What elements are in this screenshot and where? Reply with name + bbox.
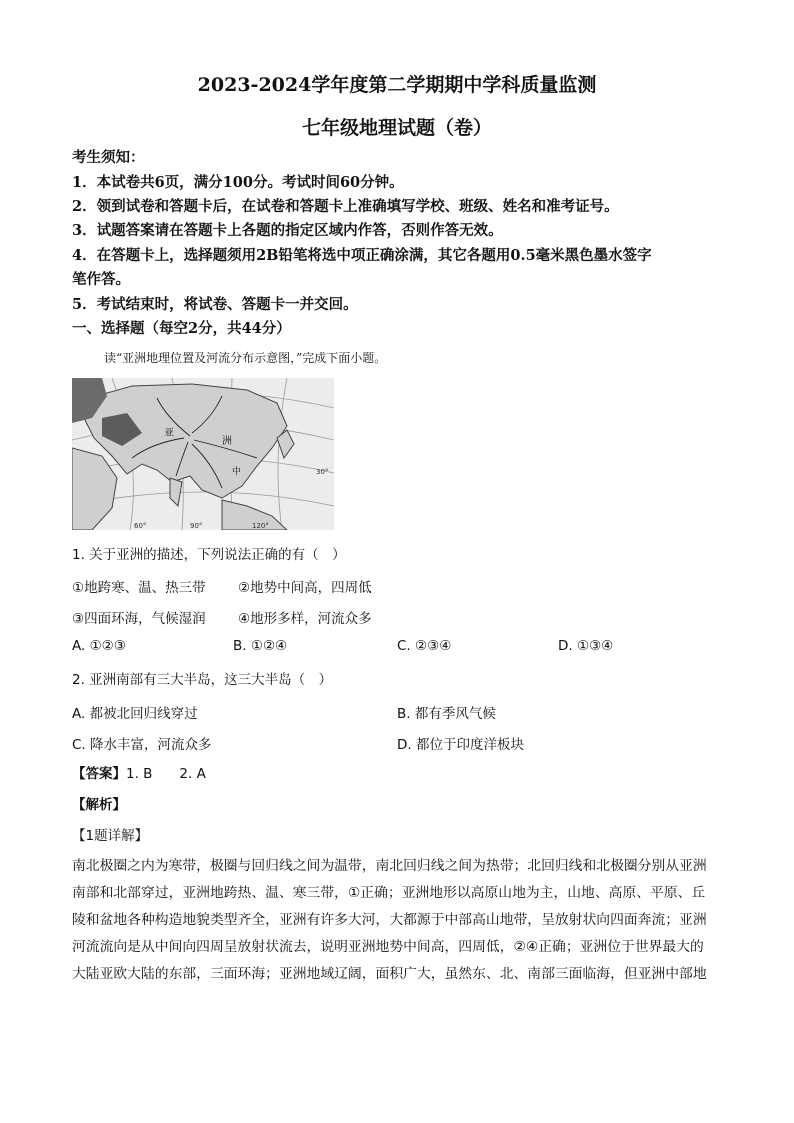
q2-option-a: A. 都被北回归线穿过 (72, 706, 198, 722)
q1-statement-4: ④地形多样，河流众多 (238, 611, 372, 627)
exam-title: 2023-2024学年度第二学期期中学科质量监测 (197, 74, 597, 96)
map-label-deg-60: 60° (134, 522, 147, 530)
notice-heading: 考生须知： (72, 149, 145, 166)
exam-subtitle: 七年级地理试题（卷） (301, 117, 492, 139)
analysis-sub-heading: 【1题详解】 (72, 828, 149, 844)
analysis-line-1: 南北极圈之内为寒带，极圈与回归线之间为温带，南北回归线之间为热带；北回归线和北极圈分别从亚洲 (72, 858, 707, 874)
analysis-line-2: 南部和北部穿过，亚洲地跨热、温、寒三带，①正确；亚洲地形以高原山地为主，山地、高原、平原、丘 (72, 885, 706, 901)
analysis-line-3: 陵和盆地各种构造地貌类型齐全，亚洲有许多大河，大都源于中部高山地带，呈放射状向四面奔流；亚洲 (72, 912, 707, 928)
question-intro: 读“亚洲地理位置及河流分布示意图，”完成下面小题。 (104, 351, 387, 365)
asia-map-figure (72, 378, 334, 530)
map-label-zhong: 中 (232, 467, 242, 477)
map-label-deg-120: 120° (252, 522, 269, 530)
notice-item-5: 5．考试结束时，将试卷、答题卡一并交回。 (72, 296, 358, 313)
q1-option-b: B. ①②④ (233, 638, 288, 654)
analysis-paragraph (72, 853, 724, 988)
analysis-line-5: 大陆亚欧大陆的东部，三面环海；亚洲地域辽阔，面积广大，虽然东、北、南部三面临海，但亚洲中部地 (72, 966, 707, 982)
answer-label: 【答案】 (72, 766, 126, 782)
map-label-asia: 亚 (164, 428, 174, 439)
notice-item-1: 1．本试卷共6页，满分100分。考试时间60分钟。 (72, 174, 404, 191)
notice-item-2: 2．领到试卷和答题卡后，在试卷和答题卡上准确填写学校、班级、姓名和准考证号。 (72, 198, 619, 215)
q2-option-c: C. 降水丰富，河流众多 (72, 737, 212, 753)
q2-option-d: D. 都位于印度洋板块 (397, 737, 524, 753)
answer-text: 1. B 2. A (126, 766, 206, 782)
notice-item-4-cont: 笔作答。 (72, 271, 130, 288)
map-label-zhou: 洲 (222, 436, 232, 447)
analysis-line-4: 河流流向是从中间向四周呈放射状流去，说明亚洲地势中间高，四周低，②④正确；亚洲位于世界最大的 (72, 939, 704, 955)
answer-line (72, 764, 206, 784)
q1-statement-1: ①地跨寒、温、热三带 (72, 580, 206, 596)
notice-item-3: 3．试题答案请在答题卡上各题的指定区域内作答，否则作答无效。 (72, 222, 503, 239)
asia-map-svg (72, 378, 334, 530)
q1-option-c: C. ②③④ (397, 638, 452, 654)
q1-option-d: D. ①③④ (558, 638, 614, 654)
q2-stem: 2. 亚洲南部有三大半岛，这三大半岛（ ） (72, 672, 333, 688)
q1-statement-2: ②地势中间高，四周低 (238, 580, 372, 596)
section-heading: 一、选择题（每空2分，共44分） (72, 320, 291, 337)
map-label-deg-90: 90° (190, 522, 203, 530)
map-label-deg-30: 30° (316, 468, 329, 476)
q2-option-b: B. 都有季风气候 (397, 706, 496, 722)
analysis-label: 【解析】 (72, 797, 126, 813)
q1-option-a: A. ①②③ (72, 638, 126, 654)
notice-item-4: 4．在答题卡上，选择题须用2B铅笔将选中项正确涂满，其它各题用0.5毫米黑色墨水签字 (72, 247, 652, 264)
q1-stem: 1. 关于亚洲的描述，下列说法正确的有（ ） (72, 547, 346, 563)
q1-statement-3: ③四面环海，气候湿润 (72, 611, 206, 627)
